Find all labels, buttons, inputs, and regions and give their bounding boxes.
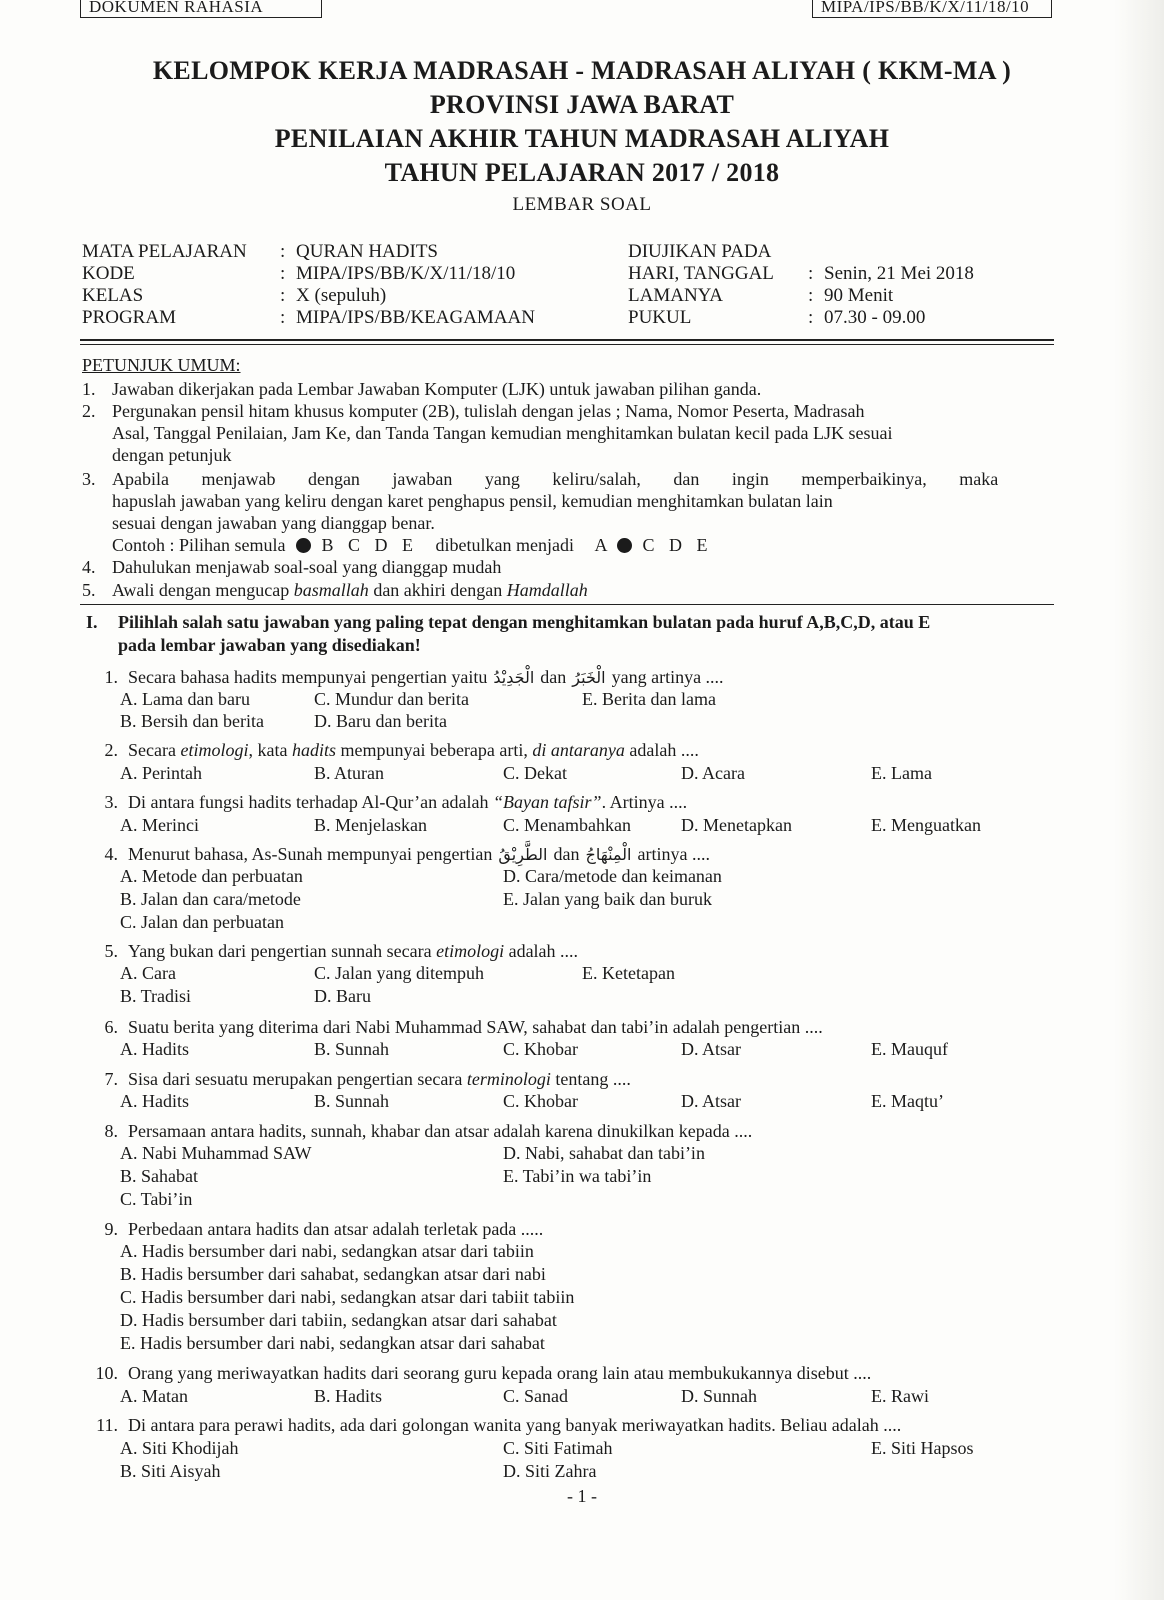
q10-option-d: D. Sunnah — [681, 1386, 757, 1406]
q3-option-b: B. Menjelaskan — [314, 815, 427, 835]
q8-option-d: D. Nabi, sahabat dan tabi’in — [503, 1143, 705, 1163]
q1-option-b: B. Bersih dan berita — [120, 711, 264, 731]
q4-option-e: E. Jalan yang baik dan buruk — [503, 889, 712, 909]
q5-option-e: E. Ketetapan — [582, 963, 675, 983]
instruction-1: 1. Jawaban dikerjakan pada Lembar Jawaban Komputer (LJK) untuk jawaban pilihan ganda. — [82, 379, 762, 399]
q1-option-d: D. Baru dan berita — [314, 711, 447, 731]
q5-option-b: B. Tradisi — [120, 986, 192, 1006]
question-8: 8. Persamaan antara hadits, sunnah, khabar dan atsar adalah karena dinukilkan kepada .... — [104, 1121, 753, 1141]
q9-option-c: C. Hadis bersumber dari nabi, sedangkan atsar dari tabiit tabiin — [120, 1287, 575, 1307]
question-2: 2. Secara etimologi, kata hadits mempunyai beberapa arti, di antaranya adalah .... — [104, 740, 699, 760]
q8-option-b: B. Sahabat — [120, 1166, 198, 1186]
q11-option-a: A. Siti Khodijah — [120, 1438, 239, 1458]
info-row-time: PUKUL : 07.30 - 09.00 — [628, 307, 926, 328]
filled-bubble-icon — [617, 538, 632, 553]
question-4: 4. Menurut bahasa, As-Sunah mempunyai pengertian الطَّرِيْقُ dan الْمِنْهَاجُ artinya .... — [104, 844, 710, 864]
info-left — [82, 241, 535, 329]
q7-option-e: E. Maqtu’ — [871, 1091, 944, 1111]
instruction-4: 4. Dahulukan menjawab soal-soal yang dianggap mudah — [82, 557, 502, 577]
question-5: 5. Yang bukan dari pengertian sunnah secara etimologi adalah .... — [104, 941, 579, 961]
instruction-2: 2. Pergunakan pensil hitam khusus komputer (2B), tulislah dengan jelas ; Nama, Nomor Peserta, Madrasah — [82, 401, 865, 421]
header-line-4: TAHUN PELAJARAN 2017 / 2018 — [384, 158, 780, 187]
confidential-tag-text: DOKUMEN RAHASIA — [89, 0, 264, 16]
divider-top — [80, 339, 1054, 341]
q8-option-e: E. Tabi’in wa tabi’in — [503, 1166, 652, 1186]
section-number: I. — [86, 612, 98, 632]
document-code-text: MIPA/IPS/BB/K/X/11/18/10 — [821, 0, 1030, 16]
page-number: - 1 - — [567, 1486, 597, 1506]
q11-option-e: E. Siti Hapsos — [871, 1438, 974, 1458]
q6-option-b: B. Sunnah — [314, 1039, 390, 1059]
q1-option-a: A. Lama dan baru — [120, 689, 250, 709]
q10-option-e: E. Rawi — [871, 1386, 929, 1406]
q4-option-c: C. Jalan dan perbuatan — [120, 912, 284, 932]
instructions-heading: PETUNJUK UMUM: — [82, 355, 241, 375]
header-line-1: KELOMPOK KERJA MADRASAH - MADRASAH ALIYAH ( KKM-MA ) — [152, 56, 1012, 85]
q9-option-a: A. Hadis bersumber dari nabi, sedangkan atsar dari tabiin — [120, 1241, 534, 1261]
instruction-3-line-3: sesuai dengan jawaban yang dianggap benar. — [112, 513, 435, 533]
q11-option-c: C. Siti Fatimah — [503, 1438, 613, 1458]
q4-option-a: A. Metode dan perbuatan — [120, 866, 303, 886]
header-line-5: LEMBAR SOAL — [512, 194, 652, 215]
instruction-5: 5. Awali dengan mengucap basmallah dan akhiri dengan Hamdallah — [82, 580, 588, 600]
section-instruction: Pilihlah salah satu jawaban yang paling tepat dengan menghitamkan bulatan pada huruf A,B,C,D, atau E — [118, 612, 931, 632]
header-line-2: PROVINSI JAWA BARAT — [429, 90, 735, 119]
question-11: 11. Di antara para perawi hadits, ada dari golongan wanita yang banyak meriwayatkan hadits. Beliau adalah .... — [96, 1415, 902, 1435]
info-row-date: HARI, TANGGAL : Senin, 21 Mei 2018 — [628, 263, 974, 284]
question-1: 1. Secara bahasa hadits mempunyai pengertian yaitu الْجَدِيْدُ dan الْخَبَرُ yang artinya .... — [104, 667, 724, 687]
q7-option-b: B. Sunnah — [314, 1091, 390, 1111]
instruction-2-line-3: dengan petunjuk — [112, 445, 232, 465]
q2-option-c: C. Dekat — [503, 763, 567, 783]
scan-edge-shadow — [1114, 0, 1164, 1600]
q9-option-e: E. Hadis bersumber dari nabi, sedangkan atsar dari sahabat — [120, 1333, 545, 1353]
filled-bubble-icon — [296, 538, 311, 553]
q5-option-d: D. Baru — [314, 986, 371, 1006]
section-instruction-line-2: pada lembar jawaban yang disediakan! — [118, 635, 421, 655]
q8-option-c: C. Tabi’in — [120, 1189, 193, 1209]
info-right — [628, 241, 974, 329]
divider-section — [80, 604, 1054, 605]
q7-option-c: C. Khobar — [503, 1091, 578, 1111]
info-row-code: KODE : MIPA/IPS/BB/K/X/11/18/10 — [82, 263, 516, 284]
document-code-tag — [812, 0, 1052, 18]
q3-option-d: D. Menetapkan — [681, 815, 792, 835]
header-line-3: PENILAIAN AKHIR TAHUN MADRASAH ALIYAH — [274, 124, 890, 153]
question-3: 3. Di antara fungsi hadits terhadap Al-Qur’an adalah “Bayan tafsir”. Artinya .... — [104, 792, 688, 812]
question-10: 10. Orang yang meriwayatkan hadits dari seorang guru kepada orang lain atau membukukannya disebut .... — [95, 1363, 872, 1383]
info-heading: DIUJIKAN PADA — [628, 241, 772, 262]
q3-option-a: A. Merinci — [120, 815, 199, 835]
info-row-duration: LAMANYA : 90 Menit — [628, 285, 894, 306]
q11-option-b: B. Siti Aisyah — [120, 1461, 221, 1481]
q6-option-d: D. Atsar — [681, 1039, 741, 1059]
question-6: 6. Suatu berita yang diterima dari Nabi Muhammad SAW, sahabat dan tabi’in adalah pengertian .... — [104, 1017, 823, 1037]
q3-option-c: C. Menambahkan — [503, 815, 631, 835]
q10-option-b: B. Hadits — [314, 1386, 383, 1406]
instruction-2-line-2: Asal, Tanggal Penilaian, Jam Ke, dan Tanda Tangan kemudian menghitamkan bulatan kecil pada LJK sesuai — [112, 423, 893, 443]
q2-option-d: D. Acara — [681, 763, 745, 783]
question-7: 7. Sisa dari sesuatu merupakan pengertian secara terminologi tentang .... — [104, 1069, 631, 1089]
q5-option-a: A. Cara — [120, 963, 176, 983]
q2-option-e: E. Lama — [871, 763, 932, 783]
instruction-example: Contoh : Pilihan semula B C D E dibetulkan menjadi A C D E — [112, 535, 708, 555]
instruction-3: 3. Apabila menjawab dengan jawaban yang keliru/salah, dan ingin memperbaikinya, maka — [82, 469, 999, 489]
q4-option-b: B. Jalan dan cara/metode — [120, 889, 301, 909]
info-row-subject: MATA PELAJARAN : QURAN HADITS — [82, 241, 439, 262]
info-row-program: PROGRAM : MIPA/IPS/BB/KEAGAMAAN — [82, 307, 535, 328]
info-row-class: KELAS : X (sepuluh) — [82, 285, 387, 306]
q9-option-b: B. Hadis bersumber dari sahabat, sedangkan atsar dari nabi — [120, 1264, 546, 1284]
q4-option-d: D. Cara/metode dan keimanan — [503, 866, 722, 886]
instruction-3-line-2: hapuslah jawaban yang keliru dengan karet penghapus pensil, kemudian menghitamkan bulatan lain — [112, 491, 833, 511]
q6-option-a: A. Hadits — [120, 1039, 189, 1059]
q2-option-a: A. Perintah — [120, 763, 202, 783]
q1-option-c: C. Mundur dan berita — [314, 689, 469, 709]
q6-option-e: E. Mauquf — [871, 1039, 948, 1059]
q9-option-d: D. Hadis bersumber dari tabiin, sedangkan atsar dari sahabat — [120, 1310, 557, 1330]
q10-option-a: A. Matan — [120, 1386, 188, 1406]
q11-option-d: D. Siti Zahra — [503, 1461, 597, 1481]
q7-option-a: A. Hadits — [120, 1091, 189, 1111]
divider-top-thin — [80, 344, 1054, 345]
q8-option-a: A. Nabi Muhammad SAW — [120, 1143, 312, 1163]
q3-option-e: E. Menguatkan — [871, 815, 981, 835]
confidential-tag — [80, 0, 322, 18]
q7-option-d: D. Atsar — [681, 1091, 741, 1111]
q10-option-c: C. Sanad — [503, 1386, 568, 1406]
q6-option-c: C. Khobar — [503, 1039, 578, 1059]
q2-option-b: B. Aturan — [314, 763, 384, 783]
q5-option-c: C. Jalan yang ditempuh — [314, 963, 484, 983]
q1-option-e: E. Berita dan lama — [582, 689, 716, 709]
question-9: 9. Perbedaan antara hadits dan atsar adalah terletak pada ..... — [104, 1219, 544, 1239]
